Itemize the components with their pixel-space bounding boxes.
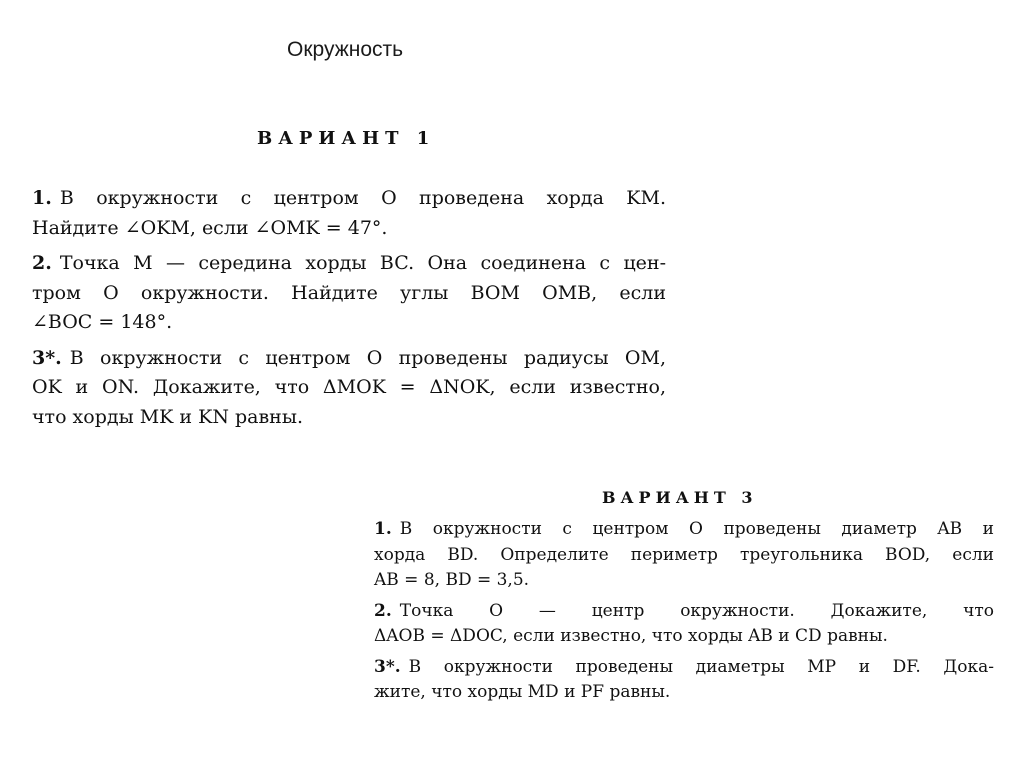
task-line: что хорды MK и KN равны. bbox=[32, 405, 303, 428]
task-number: 2. bbox=[374, 600, 392, 621]
task-line: OK и ON. Докажите, что ΔMOK = ΔNOK, если известно, bbox=[32, 376, 666, 398]
task-line: жите, что хорды MD и PF равны. bbox=[374, 682, 671, 702]
task-line: AB = 8, BD = 3,5. bbox=[374, 570, 530, 590]
task-number: 1. bbox=[32, 187, 52, 209]
variant-1-tasks bbox=[32, 184, 666, 438]
task-text: В окружности с центром O проведена хорда KM. bbox=[59, 187, 666, 209]
task-v1-2 bbox=[32, 249, 666, 338]
task-line: тром O окружности. Найдите углы BOM OMB, если bbox=[32, 281, 666, 304]
task-line bbox=[32, 184, 666, 214]
page-title: Окружность bbox=[287, 38, 404, 61]
task-number: 3*. bbox=[32, 346, 62, 369]
task-v1-1 bbox=[32, 184, 666, 243]
variant-3-heading: ВАРИАНТ 3 bbox=[602, 488, 758, 507]
task-line: Найдите ∠OKM, если ∠OMK = 47°. bbox=[32, 216, 388, 239]
variant-3-tasks bbox=[374, 517, 994, 711]
task-line bbox=[374, 655, 994, 681]
task-line: ΔAOB = ΔDOC, если известно, что хорды AB и CD равны. bbox=[374, 626, 888, 646]
task-v3-1 bbox=[374, 517, 994, 594]
task-number: 1. bbox=[374, 519, 392, 539]
task-text: В окружности проведены диаметры MP и DF. Дока- bbox=[408, 656, 994, 677]
task-line bbox=[374, 517, 994, 543]
task-line: ∠BOC = 148°. bbox=[32, 311, 173, 333]
variant-1-heading: ВАРИАНТ 1 bbox=[257, 128, 436, 149]
task-number: 2. bbox=[32, 252, 52, 274]
task-text: Точка O — центр окружности. Докажите, что bbox=[399, 600, 994, 621]
task-line: хорда BD. Определите периметр треугольника BOD, если bbox=[374, 544, 994, 565]
task-text: В окружности с центром O проведены радиусы OM, bbox=[69, 346, 666, 369]
task-v3-3 bbox=[374, 655, 994, 706]
task-v3-2 bbox=[374, 599, 994, 650]
task-line bbox=[32, 344, 666, 374]
task-v1-3 bbox=[32, 344, 666, 433]
task-text: Точка M — середина хорды BC. Она соединена с цен- bbox=[59, 252, 666, 274]
task-line bbox=[32, 249, 666, 279]
task-line bbox=[374, 599, 994, 625]
task-text: В окружности с центром O проведены диаметр AB и bbox=[399, 519, 994, 539]
task-number: 3*. bbox=[374, 656, 401, 677]
